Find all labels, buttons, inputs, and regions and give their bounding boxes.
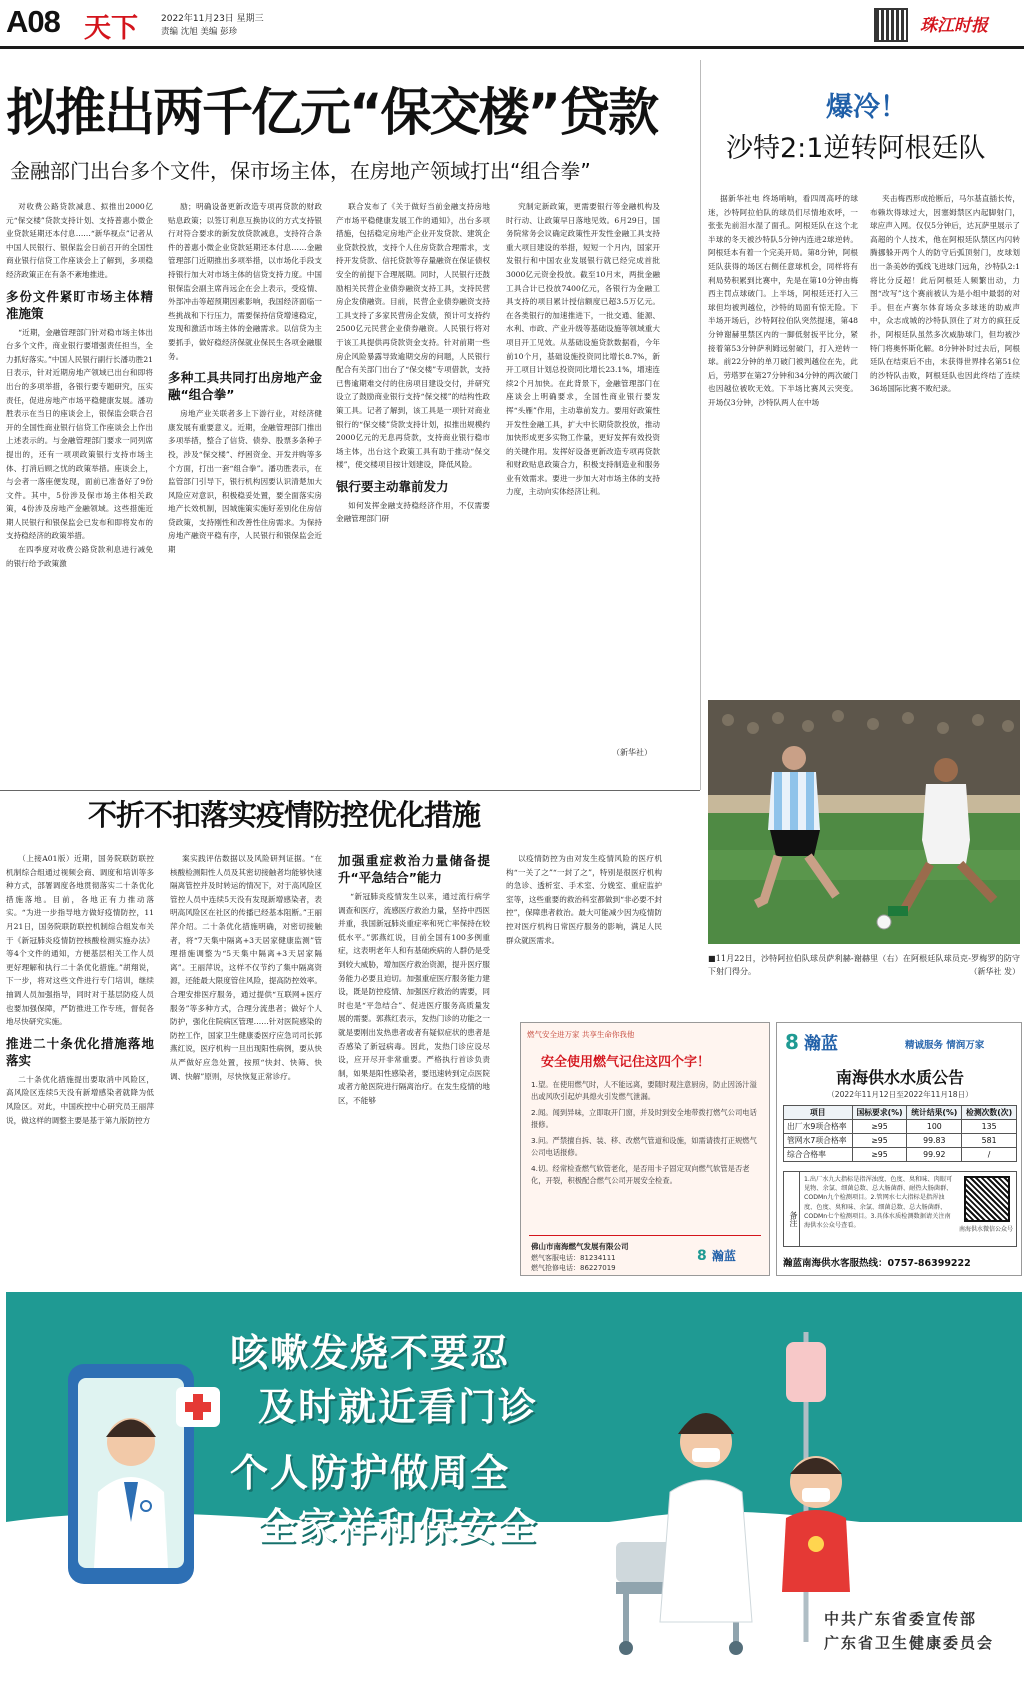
- child-figure: [782, 1456, 850, 1592]
- lead-column-4: [506, 200, 660, 762]
- qr-code[interactable]: [874, 8, 908, 42]
- gas-ad-title: 安全使用燃气记住这四个字！: [541, 1055, 711, 1070]
- lead-byline: （新华社）: [612, 748, 652, 757]
- masthead: [0, 0, 1024, 46]
- banner-org-1: 中共广东省委宣传部: [824, 1610, 978, 1628]
- paper-name-logo: 珠江时报: [920, 16, 988, 36]
- epidemic-column-1: [6, 852, 154, 1272]
- gas-ad-item: 2.闻。闻到异味，立即取开门窗，并及时到安全地带拨打燃气公司电话报修。: [531, 1108, 757, 1129]
- lead-column-2: [168, 200, 322, 762]
- sports-headline: 沙特2:1逆转阿根廷队: [726, 133, 986, 164]
- health-banner: [6, 1292, 1022, 1678]
- red-cross-icon: [176, 1387, 220, 1427]
- table-cell: ≥95: [852, 1148, 907, 1162]
- table-cell: 135: [962, 1120, 1017, 1134]
- water-slogan: 精诚服务 情润万家: [905, 1040, 985, 1051]
- masthead-rule: [0, 46, 1024, 49]
- lead-para: 联合发布了《关于做好当前金融支持房地产市场平稳健康发展工作的通知》，出台多项措施，包括稳定房地产企业开发贷款、建筑企业贷款投放，支持个人住房贷款合理需求，支持开发贷款、信托贷款等存量融资在保证债权安全的前提下合理展期。同时，人民银行还鼓励相关民营企业债券融资支持工具，支持民营房企发债融资。目前，民营企业债券融资支持工具支持了多家民营房企发债，预计可支持约2500亿元民营企业债券融资。人民银行将对于该工具提供再贷款资金支持。针对前期一些房企风险暴露导致逾期交房的问题，人民银行配合有关部门出台了“保交楼”专项借款，支持已售逾期难交付的住房项目建设交付，并研究设立了鼓励商业银行支持“保交楼”的结构性政策工具。记者了解到，该工具是一项针对商业银行的“保交楼”贷款支持计划，拟推出规模约2000亿元的无息再贷款，支持商业银行稳市场主体，出台这个政策工具有助于推动“保交楼”，使交楼项目按计划建设，降低风险。: [336, 202, 490, 470]
- issue-date: 2022年11月23日 星期三: [161, 14, 264, 24]
- water-brand: [785, 1029, 838, 1054]
- lead-para: 励；明确设备更新改造专项再贷款的财政贴息政策；以签订利息互换协议的方式支持银行对符合要求的新发放贷款减息，支持符合条件的普惠小微企业贷款延期还本付息……金融管理部门近期推出多项举措，以市场化手段支持银行加大对市场主体的信贷支持力度。中国银保监会副主席肖远企在会上表示，受疫情、外部冲击等超预期因素影响，我国经济面临一些挑战和下行压力，需要保持信贷增速稳定，发现和激活市场主体的金融需求。以信贷为主要抓手，做好稳经济保就业保民生各项金融服务。: [168, 202, 322, 361]
- table-cell: 99.92: [907, 1148, 962, 1162]
- column-divider: [700, 60, 701, 790]
- table-cell: 100: [907, 1120, 962, 1134]
- table-cell: 综合合格率: [784, 1148, 853, 1162]
- page-number: A08: [6, 4, 60, 39]
- banner-org-2: 广东省卫生健康委员会: [824, 1634, 995, 1652]
- gas-safety-ad: [520, 1022, 770, 1276]
- gas-ad-items: [531, 1079, 761, 1187]
- water-period: （2022年11月12日至2022年11月18日）: [827, 1090, 973, 1099]
- lead-subheading-2: 多种工具共同打出房地产金融“组合拳”: [168, 370, 322, 403]
- lead-subhead: 金融部门出台多个文件，保市场主体，在房地产领域打出“组合拳”: [10, 159, 591, 183]
- photo-caption-text: ■11月22日，沙特阿拉伯队球员萨利赫-谢赫里（右）在阿根廷队球员克-罗梅罗的防守下射门得分。: [708, 954, 1020, 976]
- match-photo-drawing: [708, 700, 1020, 944]
- epidemic-para: 二十条优化措施提出要取消中风险区，高风险区连续5天没有新增感染者就降为低风险区。对此，中国疾控中心研究员王丽萍说，做这样的调整主要是基于第九版防控方: [6, 1074, 154, 1125]
- lead-subheading-1: 多份文件紧盯市场主体精准施策: [6, 288, 153, 321]
- epidemic-para: “新冠肺炎疫情发生以来，通过流行病学调查和医疗，流感医疗救治力量，坚持中西医并重，我国新冠肺炎重症率和死亡率保持在较低水平。”郭燕红说，目前全国有100多例重症，这表明老年人和有基础疾病的人群仍是受到较大威胁，增加医疗救治资源，提升医疗服务能力必要且迫切。加强重症医疗服务能力建设，既是防控疫情、加强医疗救治的需要，同时也是“平急结合”、促进医疗服务高质量发展的需要。郭燕红表示，发热门诊的功能之一就是要刚出发热患者或者有疑似症状的患者是否感染了新冠病毒。因此，发热门诊应设尽设，应开尽开非常重要。严格执行首诊负责制，如果是阳性感染者，要迅速转到定点医院或者方舱医院进行隔离治疗。在发生疫情的地区，不能够: [338, 892, 490, 1105]
- gas-ad-item: 4.切。经常检查燃气软管老化，是否用卡子固定双向燃气软管是否老化，开裂，积极配合燃气公司开展安全检查。: [531, 1164, 750, 1185]
- epidemic-para: 案实践评估数据以及风险研判证据。“在核酸检测阳性人员及其密切接触者均能够快速隔离管控并及时转运的情况下，对于高风险区管控人员中连续5天没有发现新增感染者，表明高风险区在社区的传播已经基本阻断。”王丽萍介绍。二十条优化措施明确，对密切接触者，将“7天集中隔离+3天居家健康监测”管理措施调整为“5天集中隔离+3天居家隔离”。王丽萍说，这样不仅节约了集中隔离资源，还能最大限度管住风险，提高防控效率。合理安排医疗服务，通过提供“互联网+医疗服务”等多种方式，合理分流患者；做好个人防护，强化住院病区管理……针对医院感染的防控工作，国家卫生健康委医疗应急司司长郭燕红说，医疗机构一旦出现阳性病例，要从快从严做好应急处置，按照“快封、快筛、快调、快解”原则，尽快恢复正常诊疗。: [170, 854, 322, 1081]
- banner-line-2: 及时就近看门诊: [258, 1384, 539, 1429]
- water-notes-label: 备注: [784, 1172, 800, 1246]
- epidemic-subheading-1: 推进二十条优化措施落地落实: [6, 1035, 154, 1068]
- sports-column-2: [870, 192, 1020, 670]
- water-notes-box: [783, 1171, 1017, 1247]
- banner-line-4: 全家祥和保安全: [258, 1504, 539, 1549]
- gas-hotline-repair: 燃气抢修电话：86227019: [531, 1264, 616, 1272]
- gas-ad-item: 3.问。严禁擅自拆、装、移、改燃气管道和设施，如需请拨打正规燃气公司电话报修。: [531, 1136, 757, 1157]
- lead-subheading-3: 银行要主动靠前发力: [336, 478, 449, 494]
- table-header: 国标要求(%): [852, 1106, 907, 1120]
- gas-company: 佛山市南海燃气发展有限公司: [531, 1242, 629, 1251]
- water-qr-caption: 南海供水微信公众号: [958, 1226, 1013, 1233]
- gas-ad-topline: 燃气安全进万家 共享生命你我他: [527, 1030, 635, 1039]
- photo-caption: [708, 952, 1020, 978]
- lead-para: 房地产业关联者多上下游行业，对经济健康发展有重要意义。近期，金融管理部门推出多项举措，整合了信贷、债券、股票多条种子投，涉及“保交楼”、纾困资金、开发并购等多个方面，打出一套“组合拳”。潘功胜表示，在监管部门引导下，银行机构因要认识清楚加大风险应对意识，积极稳妥处置，要全面落实房地产长效机制，因城施策实施好差别化住房信贷政策，支持刚性和改善性住房需求。为保持房地产融资平稳有序，人民银行和银保监会近期: [168, 409, 322, 555]
- table-header: 项目: [784, 1106, 853, 1120]
- sports-kicker: 爆冷！: [826, 92, 907, 123]
- table-cell: /: [962, 1148, 1017, 1162]
- table-row: [784, 1120, 1017, 1134]
- epidemic-subheading-2: 加强重症救治力量储备提升“平急结合”能力: [338, 853, 490, 885]
- water-hotline: 瀚蓝南海供水客服热线：0757-86399222: [783, 1258, 971, 1269]
- banner-line-1: 咳嗽发烧不要忍: [230, 1330, 511, 1375]
- lead-para: “近期，金融管理部门针对稳市场主体出台多个文件，商业银行要增强责任担当，全力抓好落实。”中国人民银行副行长潘功胜21日表示，针对近期房地产领域已出台和即将出台的多项举措，各银行要专题研究，压实责任，促进房地产市场平稳健康发展。潘功胜表示在当日的座谈会上，银保监会联合召开的全国性商业银行信贷工作座谈会上作出上述表示的。与金融管理部门要求一同列席提出的，还有一项项政策银行支持市场主体、打消后顾之忧的政策举措。座谈会上，与会者一落座便发现，面前已准备好了9份文件。其中，5份涉及保市场主体相关政策，4份涉及房地产金融领域。这些措施近期人民银行和银保监会已发布和即将发布的支持稳经济的政策举措。: [6, 327, 153, 541]
- editors: 责编 沈旭 美编 彭珍: [161, 27, 238, 37]
- water-notes: 1.出厂水九大指标是指浑浊度、色度、臭和味、肉眼可见物、余氯、细菌总数、总大肠菌群、耐热大肠菌群、CODMn九个检测项目。2.管网水七大指标是指浑浊度、色度、臭和味、余氯、细菌总数、总大肠菌群、CODMn七个检测项目。3.具体水质检测数据请关注南海供水公众号查看。: [804, 1176, 953, 1230]
- table-cell: 581: [962, 1134, 1017, 1148]
- lead-column-1: [6, 200, 153, 762]
- table-cell: 管网水7项合格率: [784, 1134, 853, 1148]
- phone-doctor-icon: [68, 1364, 194, 1584]
- epidemic-column-2: [170, 852, 322, 1272]
- sports-para: 据新华社电 终场哨响，看四周高呼的球迷，沙特阿拉伯队的球员们尽情地欢呼，一张张先前泪水湿了面孔。阿根廷队在这个北半球的冬天被沙特队5分钟内连进2球逆转。阿根廷本有着一个完美开局。第8分钟，阿根廷队获得的场区右侧任意球机会，同样将有利局势积累到比赛中，先是在第10分钟由梅西主罚点球破门。上半场，阿根廷还打入三球但均被判越位，沙特的局面有惊无险。下半场开场后，沙特阿拉伯队突然提速，第48分钟谢赫里禁区内的一脚低射扳平比分，紧接着第53分钟萨利姆远射破门，打入逆转一球。前22分钟的单刀破门被判越位在先，此后，劳塔罗在第27分钟和34分钟的两次破门也因越位被吹无效。下半场比赛风云突变。开场仅3分钟，沙特队两人在中场: [708, 194, 858, 407]
- lead-para: 究制定新政策，更需要银行等金融机构及时行动、让政策早日落地见效。6月29日，国务院常务会议确定政策性开发性金融工具支持重大项目建设的举措，短短一个月内，国家开发银行和中国农业发展银行就已经完成首批3000亿元资金投放。截至10月末，两批金融工具合计已投放7400亿元，各银行为金融工具支持的项目累计授信额度已超3.5万亿元。在各类银行的加速推进下，一批交通、能源、水利、市政、产业升级等基础设施等领域重大项目开工见效。从基础设施贷款数据看，今年前10个月，基础设施投资同比增长8.7%，新开工项目计划总投资同比增长23.1%，增速连续2个月加快。在此背景下，金融管理部门在座谈会上明确要求，全国性商业银行要发挥“头雁”作用，主动靠前发力。要用好政策性开发性金融工具，扩大中长期贷款投放，推动加快形成更多实物工作量，更好发挥有效投资的关键作用。发挥好设备更新改造专项再贷款和财政贴息政策合力，积极支持制造业和服务业有效需求。要进一步加大对市场主体的支持力度，主动向实体经济让利。: [506, 202, 660, 497]
- lead-para: 如何发挥金融支持稳经济作用，不仅需要金融管理部门研: [336, 500, 490, 524]
- water-title: 南海供水水质公告: [835, 1068, 964, 1087]
- water-qr-code[interactable]: [964, 1176, 1010, 1222]
- match-photo: [708, 700, 1020, 944]
- gas-brand-name: 瀚蓝: [711, 1249, 736, 1263]
- epidemic-column-3: [338, 852, 490, 1272]
- lead-column-3: [336, 200, 490, 762]
- table-cell: ≥95: [852, 1120, 907, 1134]
- gas-hotline-service: 燃气客服电话：81234111: [531, 1254, 616, 1262]
- sports-column-1: [708, 192, 858, 670]
- sports-para: 夹击梅西形成抢断后，马尔基直插长传，布赖坎得球过大，因塞姆禁区内起脚射门，球应声入网。仅仅5分钟后，达瓦萨里展示了高超的个人技术，他在阿根廷队禁区内闪转腾挪躲开两个人的防守后弧顶射门，皮球划出一条美妙的弧线飞进球门远角，沙特队2:1将比分反超！此后阿根廷人频繁出动，力图“改写”这个赛前被认为是小组中最弱的对手。但在卢赛尔体育场众多球迷的助威声中，众志成城的沙特队顶住了对方的疯狂反扑，阿根廷队虽然多次威胁球门，但均被沙特门将奥怀斯化解。8分钟补时过去后，阿根廷队在结束后不由，未获得世界排名第51位的沙特队击败，阿根廷队也因此终结了连续36场国际比赛不败纪录。: [870, 194, 1020, 394]
- lead-para: 在四季度对收费公路贷款利息进行减免的银行给予政策激: [6, 545, 153, 568]
- table-header: 检测次数(次): [962, 1106, 1017, 1120]
- water-brand-name: 瀚蓝: [804, 1034, 839, 1054]
- epidemic-headline: 不折不扣落实疫情防控优化措施: [88, 798, 481, 832]
- table-row: [784, 1148, 1017, 1162]
- photo-credit: （新华社 发）: [969, 967, 1020, 976]
- table-row: [784, 1134, 1017, 1148]
- epidemic-para: 以疫情防控为由对发生疫情风险的医疗机构“一关了之”“一封了之”，特别是很医疗机构的急诊、透析室、手术室、分娩室、重症监护室等，这些重要的救治科室都做到“非必要不封控”，保障患者救治。最大可能减少因为疫情防控对医疗机构日常医疗服务的影响，满足人民群众就医需求。: [506, 854, 662, 945]
- banner-line-3: 个人防护做周全: [230, 1450, 511, 1495]
- table-cell: ≥95: [852, 1134, 907, 1148]
- epidemic-column-4: [506, 852, 662, 1012]
- gas-brand-logo: [697, 1245, 736, 1264]
- gas-ad-rule: [529, 1235, 761, 1236]
- brand-mark-icon: 8: [785, 1030, 799, 1054]
- section-rule: [0, 790, 700, 791]
- water-notice: [776, 1022, 1022, 1276]
- lead-intro: 对收费公路贷款减息、拟推出2000亿元“保交楼”贷款支持计划、支持普惠小微企业贷款延期还本付息……“新华视点”记者从中国人民银行、银保监会日前召开的全国性商业银行信贷工作座谈会上了解到，多项稳经济政策正在有条不紊地推进。: [6, 202, 153, 279]
- section-name: 天下: [84, 13, 138, 44]
- gas-ad-item: 1.望。在使用燃气时，人不能远离，要随时观注意厨房，防止因汤汁溢出或风吹引起炉具熄火引发燃气泄漏。: [531, 1080, 757, 1101]
- water-quality-table: [783, 1105, 1017, 1162]
- table-header: 统计结果(%): [907, 1106, 962, 1120]
- lead-headline: 拟推出两千亿元“保交楼”贷款: [6, 84, 658, 143]
- nurse-figure: [660, 1413, 752, 1622]
- epidemic-para: （上接A01版）近期，国务院联防联控机制综合组通过视频会商、调度和培训等多种方式，部署调度各地贯彻落实二十条优化措施落地。目前，各地正有力推动落实。“为进一步指导地方做好疫情防控，11月21日，国务院联防联控机制综合组发布关于《新冠肺炎疫情防控核酸检测实施办法》等4个文件的通知，方便基层相关工作人员更好理解和执行二十条优化措施。”胡翔说，下一步，将对这些文件进行专门培训，继续抽调人员加强指导，同时对于基层防疫人员也要加强保障，严防推进工作专班，督促各地尽快研究实施。: [6, 854, 154, 1027]
- table-cell: 99.83: [907, 1134, 962, 1148]
- brand-mark-icon: 8: [697, 1248, 707, 1264]
- table-cell: 出厂水9项合格率: [784, 1120, 853, 1134]
